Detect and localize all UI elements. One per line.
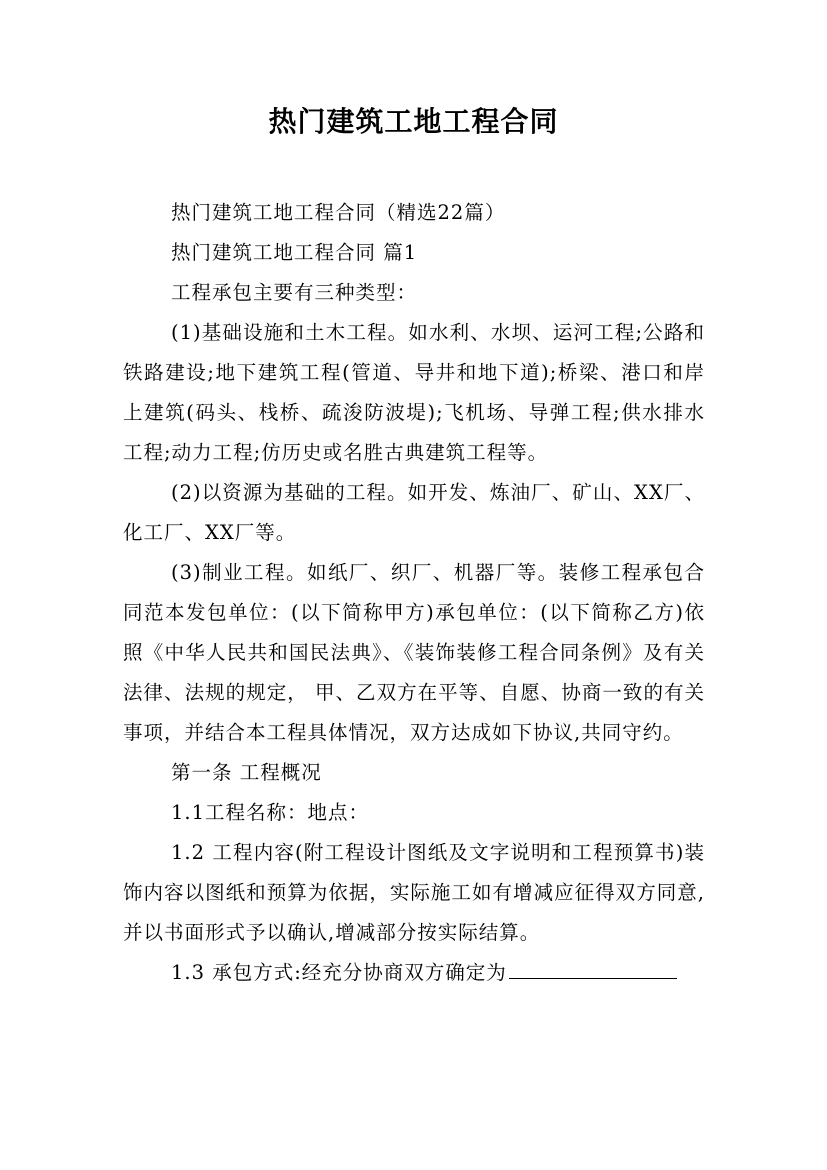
document-body [123,193,705,993]
paragraph-clause-1-3 [123,953,705,993]
paragraph-type-1: (1)基础设施和土木工程。如水利、水坝、运河工程;公路和铁路建设;地下建筑工程(管道、导井和地下道);桥梁、港口和岸上建筑(码头、栈桥、疏浚防波堤);飞机场、导弹工程;供水排水工程;动力工程;仿历史或名胜古典建筑工程等。 [123,321,705,464]
paragraph-intro: 工程承包主要有三种类型： [171,281,418,304]
paragraph-article-1: 第一条 工程概况 [171,761,322,784]
paragraph-clause-1-2: 1.2 工程内容(附工程设计图纸及文字说明和工程预算书)装饰内容以图纸和预算为依据，实际施工如有增减应征得双方同意,并以书面形式予以确认,增减部分按实际结算。 [123,841,705,944]
fill-in-blank [509,954,677,979]
paragraph-subtitle: 热门建筑工地工程合同（精选22篇） [171,201,506,224]
paragraph-type-2: (2)以资源为基础的工程。如开发、炼油厂、矿山、XX厂、化工厂、XX厂等。 [123,481,705,544]
clause-1-3-text: 1.3 承包方式:经充分协商双方确定为 [171,961,507,984]
paragraph-clause-1-1: 1.1工程名称：地点： [171,801,370,824]
paragraph-section-heading: 热门建筑工地工程合同 篇1 [171,241,418,264]
paragraph-type-3: (3)制业工程。如纸厂、织厂、机器厂等。装修工程承包合同范本发包单位：(以下简称甲方)承包单位：(以下简称乙方)依照《中华人民共和国民法典》、《装饰装修工程合同条例》及有关法律、法规的规定， 甲、乙双方在平等、自愿、协商一致的有关事项，并结合本工程具体情况，双方达成如下协议,共同守约。 [123,561,705,744]
document-title: 热门建筑工地工程合同 [268,105,559,138]
